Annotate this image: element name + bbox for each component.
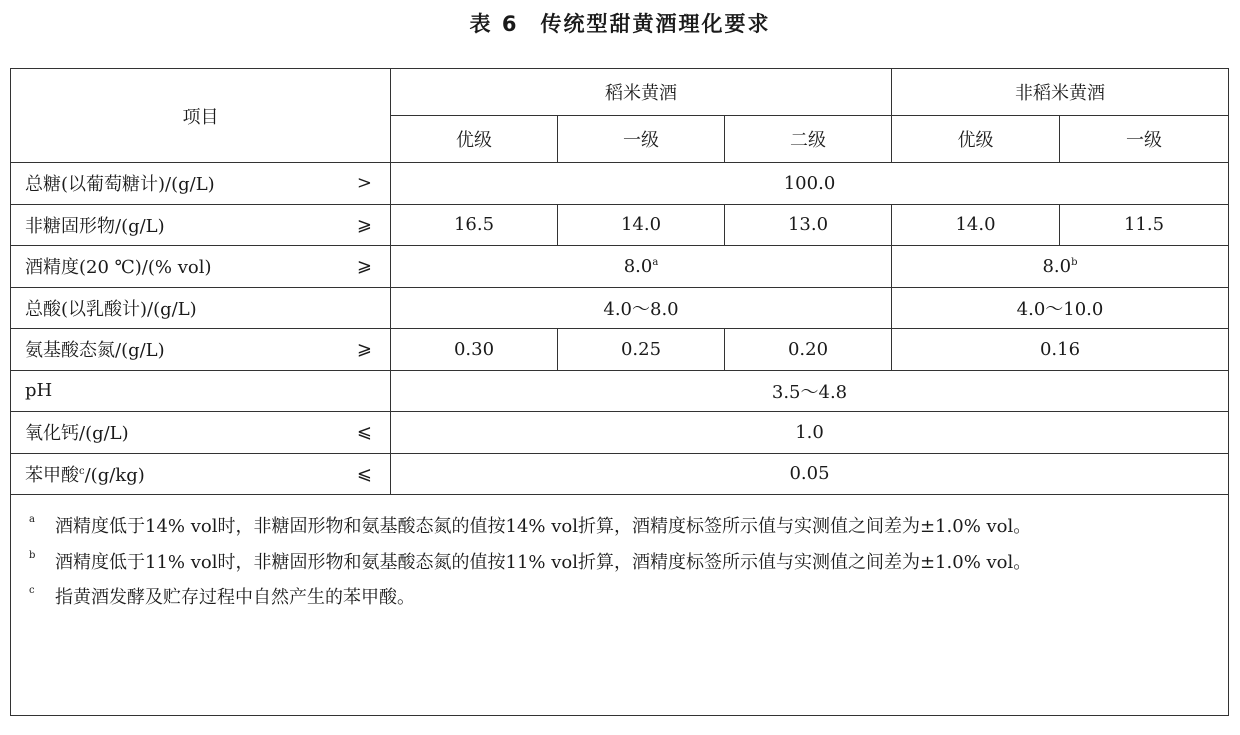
grade-header: 一级 [558, 116, 725, 163]
footnote [29, 545, 1210, 581]
footnote [29, 509, 1210, 545]
table-cell [391, 246, 892, 288]
table-cell: 11.5 [1060, 204, 1229, 246]
comparison-symbol: ⩽ [356, 421, 372, 443]
footnote-ref: b [1071, 256, 1078, 268]
footnote-text: 指黄酒发酵及贮存过程中自然产生的苯甲酸。 [55, 587, 415, 608]
table-cell: 0.05 [391, 453, 1229, 495]
table-number: 表 6 [469, 12, 519, 36]
table-cell: 100.0 [391, 163, 1229, 205]
header-group-nonrice: 非稻米黄酒 [892, 69, 1229, 116]
row-label [11, 329, 391, 371]
table-title: 传统型甜黄酒理化要求 [540, 12, 771, 36]
grade-header: 优级 [391, 116, 558, 163]
table-cell: 0.20 [725, 329, 892, 371]
table-cell: 14.0 [892, 204, 1060, 246]
table-row [11, 412, 1229, 454]
table-row [11, 329, 1229, 371]
table-row [11, 204, 1229, 246]
table-row [11, 370, 1229, 412]
row-label [11, 204, 391, 246]
table-cell: 13.0 [725, 204, 892, 246]
table-row [11, 287, 1229, 329]
footnote-mark: a [29, 514, 35, 525]
footnote-text: 酒精度低于14% vol时，非糖固形物和氨基酸态氮的值按14% vol折算，酒精度标签所示值与实测值之间差为±1.0% vol。 [55, 516, 1032, 537]
table-caption [0, 8, 1240, 38]
footnote [29, 580, 1210, 616]
table-cell: 4.0～8.0 [391, 287, 892, 329]
row-name: 氨基酸态氮/(g/L) [25, 340, 165, 362]
footnote-row [11, 495, 1229, 716]
table-cell: 0.30 [391, 329, 558, 371]
header-item: 项目 [11, 69, 391, 163]
footnote-ref: c [79, 465, 85, 477]
table-cell: 3.5～4.8 [391, 370, 1229, 412]
grade-header: 优级 [892, 116, 1060, 163]
table-cell: 14.0 [558, 204, 725, 246]
header-row-1 [11, 69, 1229, 116]
spec-table [10, 68, 1229, 716]
row-name: 总糖(以葡萄糖计)/(g/L) [25, 174, 215, 196]
row-label [11, 453, 391, 495]
footnote-text: 酒精度低于11% vol时，非糖固形物和氨基酸态氮的值按11% vol折算，酒精度标签所示值与实测值之间差为±1.0% vol。 [55, 551, 1032, 573]
row-label [11, 370, 391, 412]
grade-header: 二级 [725, 116, 892, 163]
cell-value: 8.0 [1042, 255, 1072, 277]
row-name: pH [25, 380, 53, 402]
row-label [11, 287, 391, 329]
grade-header: 一级 [1060, 116, 1229, 163]
row-name: 苯甲酸 [25, 464, 79, 486]
table-cell: 1.0 [391, 412, 1229, 454]
comparison-symbol: ⩾ [356, 338, 372, 360]
row-name: 非糖固形物/(g/L) [25, 215, 165, 237]
comparison-symbol: > [356, 172, 372, 194]
row-label [11, 163, 391, 205]
comparison-symbol: ⩾ [356, 214, 372, 236]
table-cell: 4.0～10.0 [892, 287, 1229, 329]
footnotes [11, 495, 1229, 716]
table-cell [892, 246, 1229, 288]
row-name: 酒精度(20 ℃)/(% vol) [25, 257, 212, 279]
table-row [11, 246, 1229, 288]
footnote-mark: c [29, 585, 35, 596]
header-group-rice: 稻米黄酒 [391, 69, 892, 116]
table-row [11, 163, 1229, 205]
footnote-ref: a [652, 256, 659, 268]
row-label [11, 412, 391, 454]
row-name: 总酸(以乳酸计)/(g/L) [25, 298, 197, 320]
table-cell: 0.25 [558, 329, 725, 371]
table-cell: 0.16 [892, 329, 1229, 371]
comparison-symbol: ⩽ [356, 463, 372, 485]
row-name: 氧化钙/(g/L) [25, 423, 129, 445]
table-row [11, 453, 1229, 495]
footnote-mark: b [29, 549, 36, 561]
cell-value: 8.0 [623, 255, 653, 277]
row-unit: /(g/kg) [84, 464, 145, 486]
row-label [11, 246, 391, 288]
table-cell: 16.5 [391, 204, 558, 246]
comparison-symbol: ⩾ [356, 255, 372, 277]
